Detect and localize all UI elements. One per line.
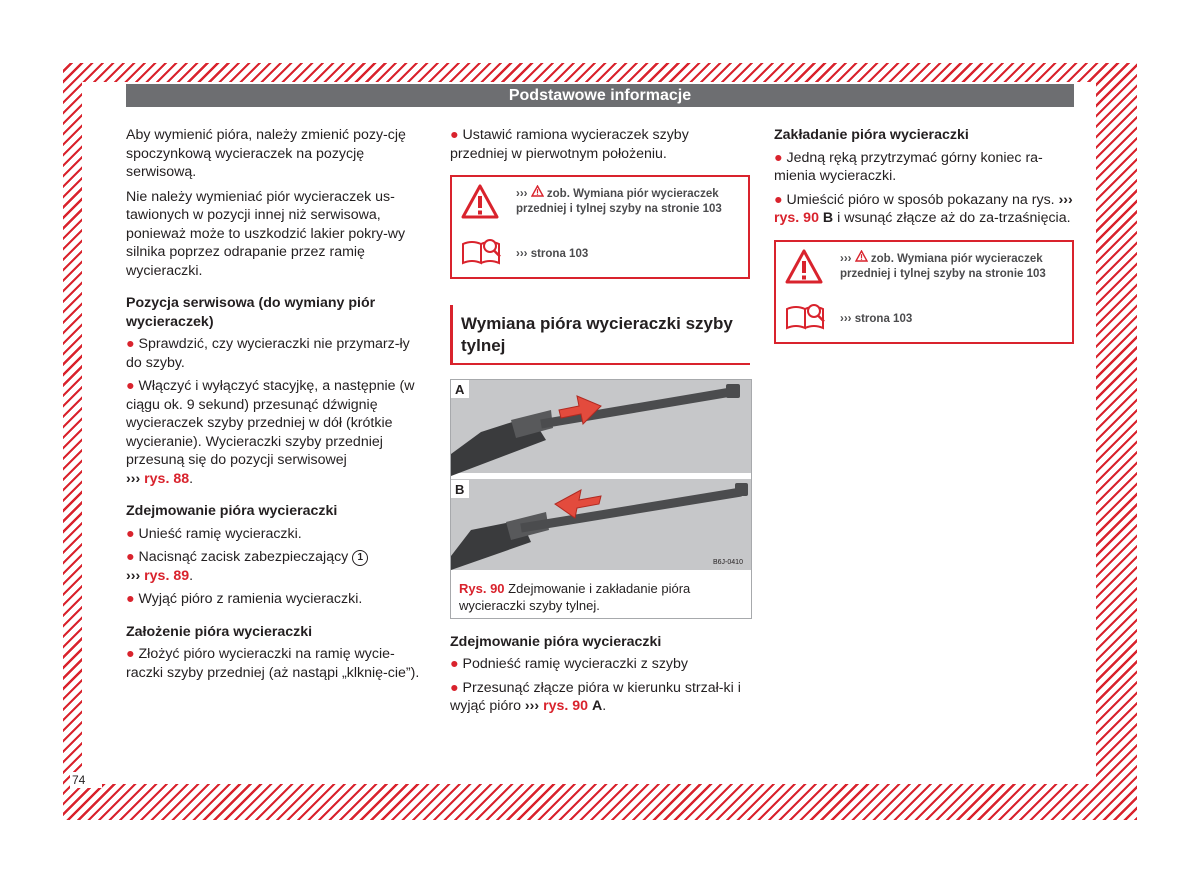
list-item-text: Przesunąć złącze pióra w kierunku strzał-ki i wyjąć pióro — [450, 679, 741, 714]
list-item-text: Umieścić pióro w sposób pokazany na rys. — [786, 191, 1055, 208]
bullet-icon: ● — [126, 378, 139, 394]
bullet-icon: ● — [126, 591, 139, 607]
caption-ref: Rys. 90 — [459, 580, 505, 596]
list-item-text: Nacisnąć zacisk zabezpieczający — [138, 549, 349, 565]
figure-code: B6J-0410 — [713, 559, 743, 566]
ref-arrows: ››› — [126, 470, 141, 487]
warning-row — [784, 248, 1064, 291]
callout-number: 1 — [352, 550, 368, 566]
figure-panel-letter: A — [591, 698, 603, 714]
list-item-text: Jedną ręką przytrzymać górny koniec ra-mienia wycieraczki. — [774, 149, 1043, 184]
ref-arrows: ››› — [126, 567, 141, 584]
bullet-icon: ● — [450, 656, 463, 672]
caption-text: Zdejmowanie i zakładanie pióra wycieraczki szyby tylnej. — [459, 580, 691, 613]
list-item-text: Wyjąć pióro z ramienia wycieraczki. — [138, 591, 363, 607]
info-text — [840, 310, 1064, 327]
list-item-text: Unieść ramię wycieraczki. — [138, 525, 302, 542]
list-item-text: Złożyć pióro wycieraczki na ramię wycie-raczki szyby przedniej (aż nastąpi „klknię-cie”). — [126, 646, 420, 681]
list-item — [126, 335, 426, 372]
figure-reference-link[interactable]: rys. 90 — [543, 698, 589, 714]
list-item-text: Podnieść ramię wycieraczki z szyby — [462, 656, 689, 672]
warning-triangle-icon — [784, 248, 840, 291]
list-item — [126, 590, 426, 609]
ref-arrows: ››› — [840, 252, 852, 265]
bullet-icon: ● — [126, 336, 139, 352]
list-item — [450, 655, 750, 674]
subheading-fitting-blade-rear: Zakładanie pióra wycieraczki — [774, 127, 969, 143]
ref-arrows: ››› — [840, 312, 852, 325]
figure-caption — [451, 576, 751, 618]
list-item — [774, 149, 1074, 186]
bullet-icon: ● — [126, 549, 139, 565]
list-item — [126, 548, 426, 585]
list-item-text: Włączyć i wyłączyć stacyjkę, a następnie (w ciągu ok. 9 sekund) przesunąć dźwignię wycieraczek szyby przedniej w dół (krótkie wycieranie). Wycieraczki szyby przedniej przesuną się do pozycji serwisowej — [126, 378, 415, 468]
book-magnifier-icon — [784, 301, 840, 336]
list-item — [774, 191, 1074, 228]
paragraph: Nie należy wymieniać piór wycieraczek us-tawionych w pozycji innej niż serwisowa, ponieważ może to uszkodzić lakier pokry-wy silnika poprzez odrapanie przez ramię wycieraczki. — [126, 188, 406, 279]
figure-reference-link[interactable]: rys. 90 — [774, 210, 819, 226]
warning-text — [840, 248, 1064, 282]
warning-reference-link[interactable]: zob. Wymiana piór wycieraczek przedniej i tylnej szyby na stronie 103 — [516, 188, 722, 215]
list-item — [126, 525, 426, 544]
warning-reference-link[interactable]: zob. Wymiana piór wycieraczek przedniej i tylnej szyby na stronie 103 — [840, 252, 1046, 280]
ref-arrows: ››› — [516, 248, 528, 260]
punct: . — [189, 567, 194, 584]
section-title: Wymiana pióra wycieraczki szyby tylnej — [450, 305, 750, 365]
figure-reference-link[interactable]: rys. 89 — [144, 567, 190, 584]
punct: . — [189, 470, 194, 487]
warning-row — [460, 183, 740, 226]
list-item-text: Ustawić ramiona wycieraczek szyby przedniej w pierwotnym położeniu. — [450, 127, 689, 162]
page-header: Podstawowe informacje — [126, 84, 1074, 107]
warning-box — [774, 240, 1074, 344]
book-magnifier-icon — [460, 236, 516, 271]
wiper-illustration — [451, 380, 751, 570]
bullet-icon: ● — [450, 127, 463, 143]
subheading-removing-blade-rear: Zdejmowanie pióra wycieraczki — [450, 633, 662, 650]
bullet-icon: ● — [774, 149, 787, 166]
list-item — [126, 377, 426, 488]
warning-triangle-icon — [460, 183, 516, 226]
bullet-icon: ● — [450, 679, 463, 696]
bullet-icon: ● — [126, 525, 139, 542]
figure-reference-link[interactable]: rys. 88 — [144, 470, 190, 487]
list-item — [450, 126, 750, 163]
warning-small-icon — [531, 188, 544, 200]
bullet-icon: ● — [126, 646, 139, 662]
page-number: 74 — [70, 772, 102, 788]
column-3 — [774, 126, 1074, 344]
info-row — [460, 236, 740, 271]
list-item-text: i wsunąć złącze aż do za-trzaśnięcia. — [837, 210, 1071, 226]
panel-label-a: A — [455, 382, 465, 397]
page-reference-link[interactable]: strona 103 — [530, 248, 589, 260]
info-text — [516, 245, 740, 262]
column-2 — [450, 126, 750, 721]
list-item — [450, 679, 750, 716]
subheading-removing-blade: Zdejmowanie pióra wycieraczki — [126, 503, 338, 519]
ref-arrows: ››› — [1058, 191, 1073, 208]
list-item-text: Sprawdzić, czy wycieraczki nie przymarz-ły do szyby. — [126, 336, 410, 371]
info-row — [784, 301, 1064, 336]
ref-arrows: ››› — [516, 188, 528, 200]
paragraph: Aby wymienić pióra, należy zmienić pozy-cję spoczynkową wycieraczek na pozycję serwisową. — [126, 127, 406, 180]
page-reference-link[interactable]: strona 103 — [854, 312, 913, 325]
bullet-icon: ● — [774, 191, 787, 208]
warning-box — [450, 175, 750, 279]
figure-panel-letter: B — [822, 210, 834, 226]
punct: . — [602, 698, 607, 714]
warning-text — [516, 183, 740, 217]
panel-label-b: B — [455, 482, 465, 497]
list-item — [126, 645, 426, 682]
subheading-fitting-blade: Założenie pióra wycieraczki — [126, 623, 313, 640]
warning-small-icon — [855, 253, 868, 265]
column-1 — [126, 126, 426, 687]
figure-90 — [450, 379, 752, 619]
ref-arrows: ››› — [524, 698, 540, 714]
subheading-service-position: Pozycja serwisowa (do wymiany piór wycieraczek) — [126, 295, 376, 330]
